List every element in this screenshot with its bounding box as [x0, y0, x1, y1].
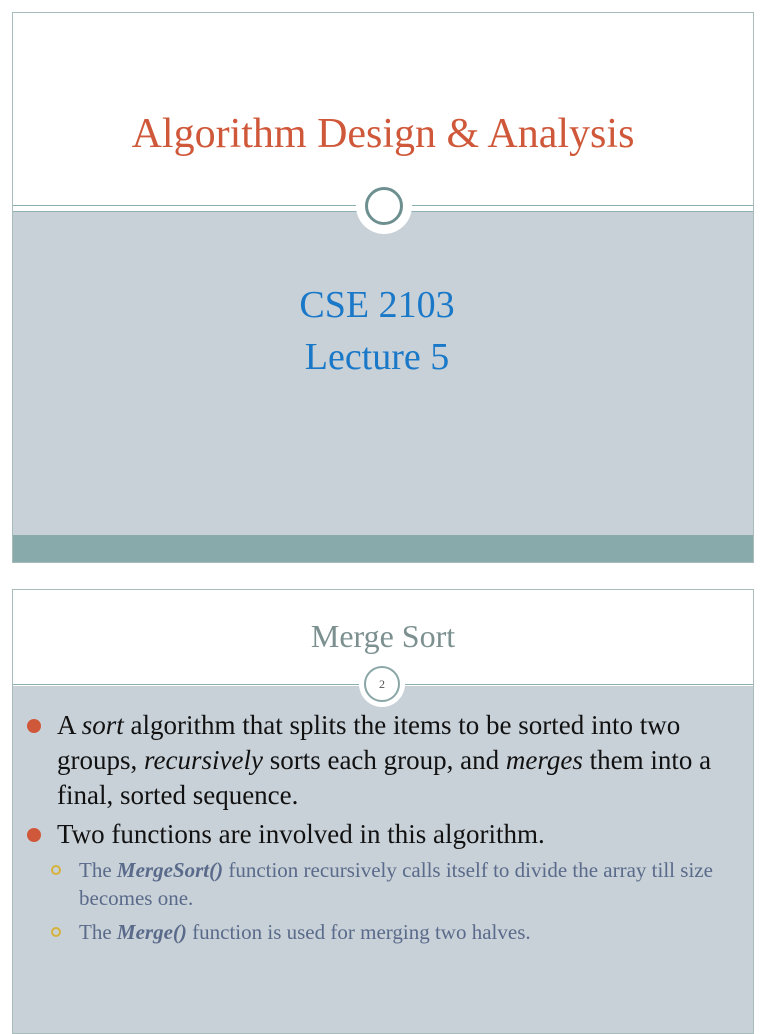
slide-title: Algorithm Design & Analysis — [131, 111, 635, 157]
text-italic: recursively — [144, 745, 263, 775]
sub-bullet-item — [13, 856, 753, 912]
bullet-list — [13, 708, 753, 952]
course-code: CSE 2103 — [299, 284, 455, 326]
lecture-number: Lecture 5 — [304, 336, 450, 378]
slide-title: Merge Sort — [310, 618, 456, 654]
page-number: 2 — [364, 666, 400, 702]
bullet-dot-icon — [27, 828, 41, 842]
text: sorts each group, and — [262, 745, 506, 775]
bullet-item — [13, 708, 753, 813]
sub-bullet-ring-icon — [51, 927, 61, 937]
text: function recursively calls itself to divide the array till size becomes one. — [79, 858, 713, 910]
subtitle — [13, 279, 753, 383]
sub-bullet-ring-icon — [51, 865, 61, 875]
footer-bar — [13, 535, 753, 562]
text: algorithm that splits the items to be sorted into two groups, — [57, 710, 681, 775]
bullet-dot-icon — [27, 719, 41, 733]
bullet-item — [13, 817, 753, 852]
text-italic: merges — [505, 745, 583, 775]
content-slide — [12, 589, 754, 1034]
text-italic: sort — [81, 710, 124, 740]
sub-bullet-item — [13, 918, 753, 946]
divider-ring-icon — [365, 187, 403, 225]
text: function is used for merging two halves. — [186, 920, 531, 944]
text: The — [79, 920, 117, 944]
function-name: MergeSort() — [116, 858, 224, 882]
function-name: Merge() — [116, 920, 187, 944]
text: The — [79, 858, 117, 882]
text: Two functions are involved in this algorithm. — [57, 819, 545, 849]
text: A — [57, 710, 82, 740]
text: them into a final, sorted sequence. — [57, 745, 712, 810]
title-slide — [12, 12, 754, 563]
